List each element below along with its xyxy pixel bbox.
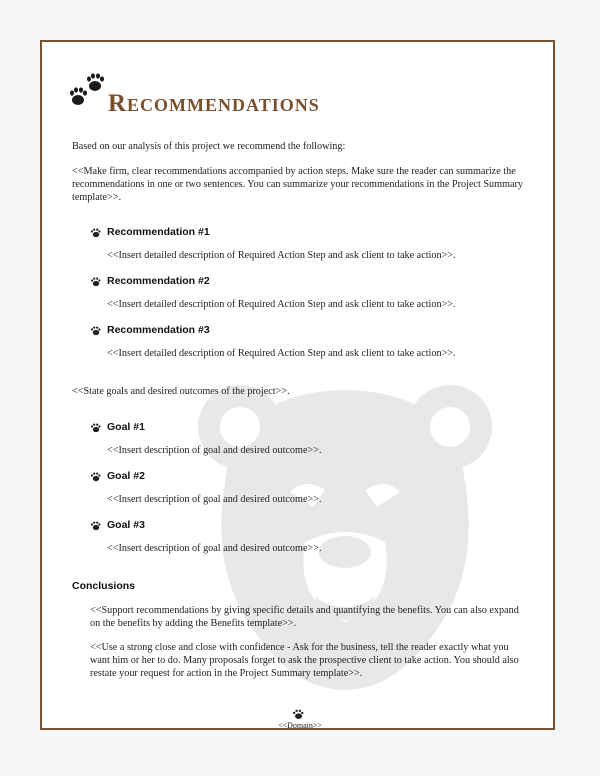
- goal-desc: <<Insert description of goal and desired outcome>>.: [107, 494, 322, 505]
- goal-title: Goal #1: [107, 421, 145, 433]
- conclusions-close-text: <<Use a strong close and close with confidence - Ask for the business, tell the reader exactly what you want him or her to do. Many proposals forget to ask the prospective client to take action. You should also restate your request for action in the Project Summary template>>.: [90, 642, 519, 679]
- conclusions-heading: Conclusions: [72, 580, 136, 592]
- goal-title: Goal #3: [107, 519, 145, 531]
- bear-paw-logo-icon: [68, 72, 106, 112]
- footer-domain: <<Domain>>: [278, 721, 322, 730]
- goals-intro-text: <<State goals and desired outcomes of the project>>.: [72, 386, 290, 397]
- goal-item: [90, 518, 540, 555]
- recommendation-desc: <<Insert detailed description of Required Action Step and ask client to take action>>.: [107, 299, 456, 310]
- paw-bullet-icon: [90, 276, 101, 287]
- goal-item: [90, 420, 540, 457]
- recommendation-item: [90, 323, 540, 360]
- recommendation-item: [90, 225, 540, 262]
- recommendation-title: Recommendation #3: [107, 324, 210, 336]
- paw-bullet-icon: [90, 422, 101, 433]
- goal-title: Goal #2: [107, 470, 145, 482]
- footer-paw-icon: [292, 707, 304, 719]
- intro-text: Based on our analysis of this project we recommend the following:: [72, 141, 346, 152]
- recommendation-title: Recommendation #2: [107, 275, 210, 287]
- paw-bullet-icon: [90, 471, 101, 482]
- goal-desc: <<Insert description of goal and desired outcome>>.: [107, 543, 322, 554]
- recommendation-desc: <<Insert detailed description of Required Action Step and ask client to take action>>.: [107, 250, 456, 261]
- paw-bullet-icon: [90, 227, 101, 238]
- paw-bullet-icon: [90, 325, 101, 336]
- recommendation-item: [90, 274, 540, 311]
- page-title: Recommendations: [108, 90, 320, 117]
- goal-item: [90, 469, 540, 506]
- conclusions-support-text: <<Support recommendations by giving specific details and quantifying the benefits. You can also expand on the benefits by adding the Benefits template>>.: [90, 605, 519, 629]
- make-firm-text: <<Make firm, clear recommendations accompanied by action steps. Make sure the reader can summarize the recommendations in one or two sentences. You can summarize your recommendations in the Project Summary template>>.: [72, 166, 523, 203]
- paw-bullet-icon: [90, 520, 101, 531]
- recommendation-desc: <<Insert detailed description of Required Action Step and ask client to take action>>.: [107, 348, 456, 359]
- goal-desc: <<Insert description of goal and desired outcome>>.: [107, 445, 322, 456]
- recommendation-title: Recommendation #1: [107, 226, 210, 238]
